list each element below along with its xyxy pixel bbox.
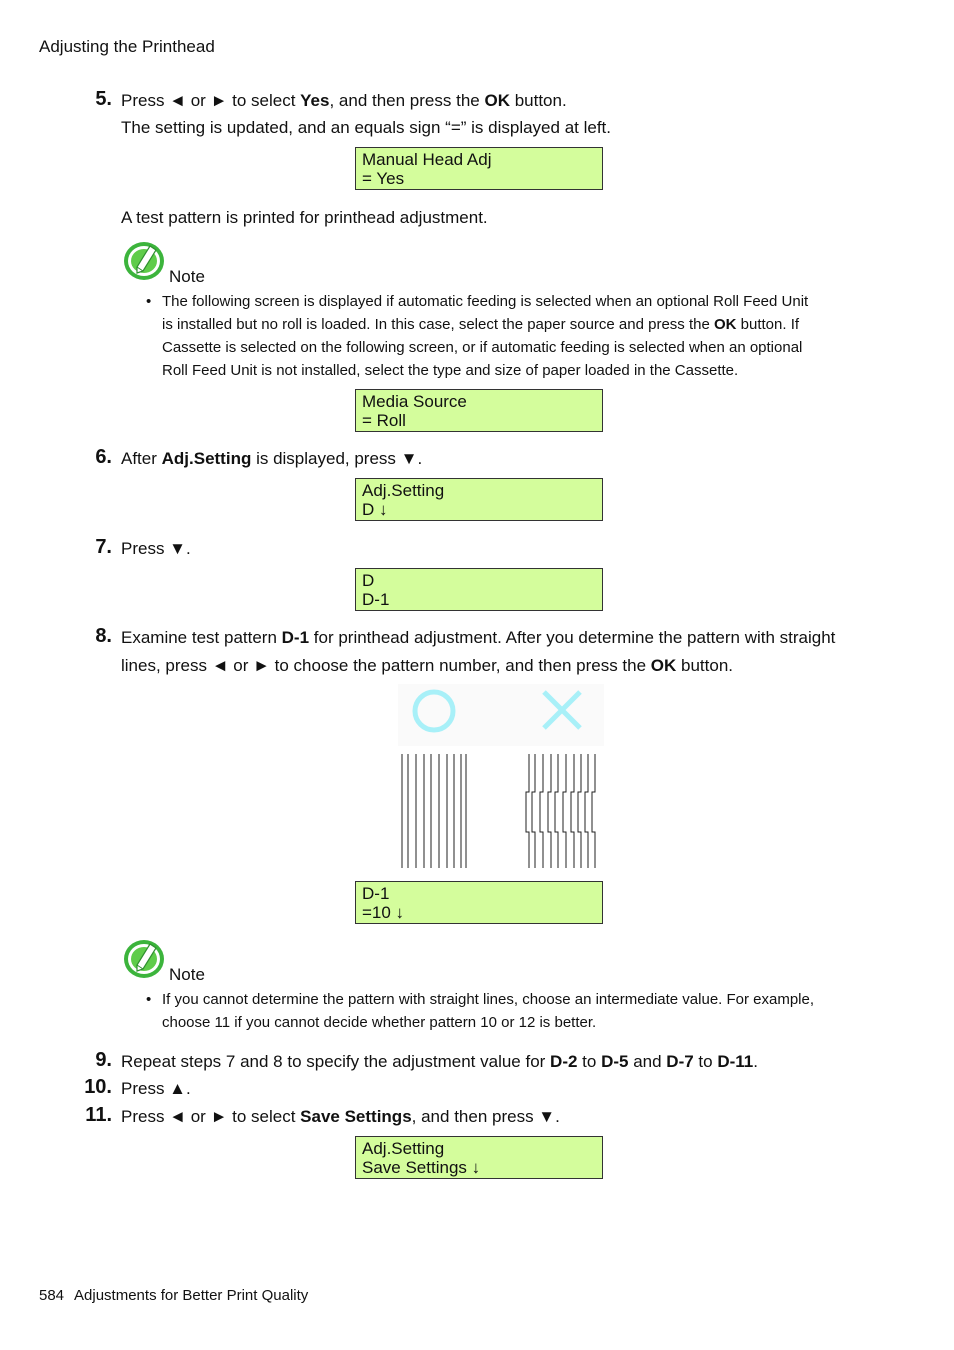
lcd-line: D ↓ [362, 500, 388, 519]
text-run: OK [650, 656, 677, 675]
step-6-text [121, 445, 881, 472]
step-11-text [121, 1103, 881, 1130]
page-footer [39, 1287, 308, 1304]
note-line: The following screen is displayed if automatic feeding is selected when an optional Roll Feed Unit [162, 293, 809, 310]
text-run: is displayed, press ▼. [251, 449, 423, 468]
note-2-body [148, 988, 868, 1034]
lcd-display [355, 568, 603, 611]
text-run: D-11 [717, 1052, 754, 1071]
text-run: Press ◄ or ► to select [121, 91, 301, 110]
step-5-text [121, 87, 881, 141]
page-header: Adjusting the Printhead [39, 37, 215, 56]
step-8-line-1 [121, 624, 881, 652]
note-line [148, 313, 868, 336]
text-run: to [577, 1052, 602, 1071]
text-run: OK [713, 316, 737, 333]
step-5-line-1 [121, 87, 881, 114]
text-run: OK [484, 91, 510, 110]
lcd-line: = Roll [362, 411, 406, 430]
step-7-text: Press ▼. [121, 539, 191, 558]
note-line: choose 11 if you cannot decide whether pattern 10 or 12 is better. [162, 1014, 597, 1031]
lcd-line: Adj.Setting [362, 481, 445, 500]
text-run: , and then press the [329, 91, 485, 110]
note-icon [123, 938, 167, 980]
text-run: Yes [300, 91, 330, 110]
lcd-display [355, 881, 603, 924]
note-icon [123, 240, 167, 282]
note-label: Note [169, 267, 205, 286]
lcd-line: =10 ↓ [362, 903, 405, 922]
text-run: button. [676, 656, 733, 675]
note-line: Roll Feed Unit is not installed, select the type and size of paper loaded in the Cassette. [162, 362, 739, 379]
page-number: 584 [39, 1287, 65, 1304]
step-5-line-2: The setting is updated, and an equals sign “=” is displayed at left. [121, 118, 611, 137]
lcd-line: Save Settings ↓ [362, 1158, 481, 1177]
text-run: After [121, 449, 162, 468]
lcd-line: Media Source [362, 392, 467, 411]
misaligned-line-pattern [526, 754, 595, 868]
step-number: 11. [85, 1104, 112, 1126]
text-run: D-1 [281, 628, 310, 647]
bullet: • [146, 293, 152, 310]
step-number: 6. [95, 446, 112, 468]
step-number: 5. [95, 88, 112, 110]
lcd-line: D [362, 571, 375, 590]
text-run: is installed but no roll is loaded. In this case, select the paper source and press the [162, 316, 714, 333]
lcd-display [355, 389, 603, 432]
text-run: D-5 [601, 1052, 629, 1071]
text-run: Adj.Setting [161, 449, 252, 468]
text-run: , and then press ▼. [411, 1107, 560, 1126]
text-run: and [628, 1052, 667, 1071]
text-run: Save Settings [300, 1107, 412, 1126]
text-run: Repeat steps 7 and 8 to specify the adjustment value for [121, 1052, 551, 1071]
note-1-body [148, 290, 868, 382]
lcd-display [355, 478, 603, 521]
lcd-line: Adj.Setting [362, 1139, 445, 1158]
text-run: for printhead adjustment. After you determine the pattern with straight [309, 628, 836, 647]
text-run: D-2 [550, 1052, 578, 1071]
text-run: lines, press ◄ or ► to choose the pattern number, and then press the [121, 656, 651, 675]
lcd-line: = Yes [362, 169, 405, 188]
step-10-text: Press ▲. [121, 1079, 191, 1098]
note-line: If you cannot determine the pattern with straight lines, choose an intermediate value. For example, [162, 991, 815, 1008]
step-number: 8. [95, 625, 112, 647]
step-8-text [121, 624, 881, 680]
text-run: D-7 [666, 1052, 694, 1071]
step-9-text [121, 1048, 881, 1075]
note-line: Cassette is selected on the following screen, or if automatic feeding is selected when an optional [162, 339, 803, 356]
text-run: to [693, 1052, 718, 1071]
straight-line-pattern [402, 754, 466, 868]
text-run: button. [509, 91, 567, 110]
step-number: 10. [84, 1076, 112, 1098]
bullet: • [146, 991, 152, 1008]
text-run: Press ◄ or ► to select [121, 1107, 301, 1126]
lcd-line: Manual Head Adj [362, 150, 492, 169]
lcd-line: D-1 [362, 884, 390, 903]
lcd-display [355, 1136, 603, 1179]
footer-section: Adjustments for Better Print Quality [74, 1287, 309, 1304]
text-run: . [753, 1052, 758, 1071]
text-run: button. If [736, 316, 800, 333]
lcd-line: D-1 [362, 590, 390, 609]
step-8-line-2 [121, 652, 881, 680]
note-label: Note [169, 965, 205, 984]
lcd-display [355, 147, 603, 190]
step-number: 9. [95, 1049, 112, 1071]
test-pattern-illustration [398, 684, 604, 874]
text-run: Examine test pattern [121, 628, 282, 647]
step-number: 7. [95, 536, 112, 558]
step-5-result: A test pattern is printed for printhead adjustment. [121, 208, 488, 227]
